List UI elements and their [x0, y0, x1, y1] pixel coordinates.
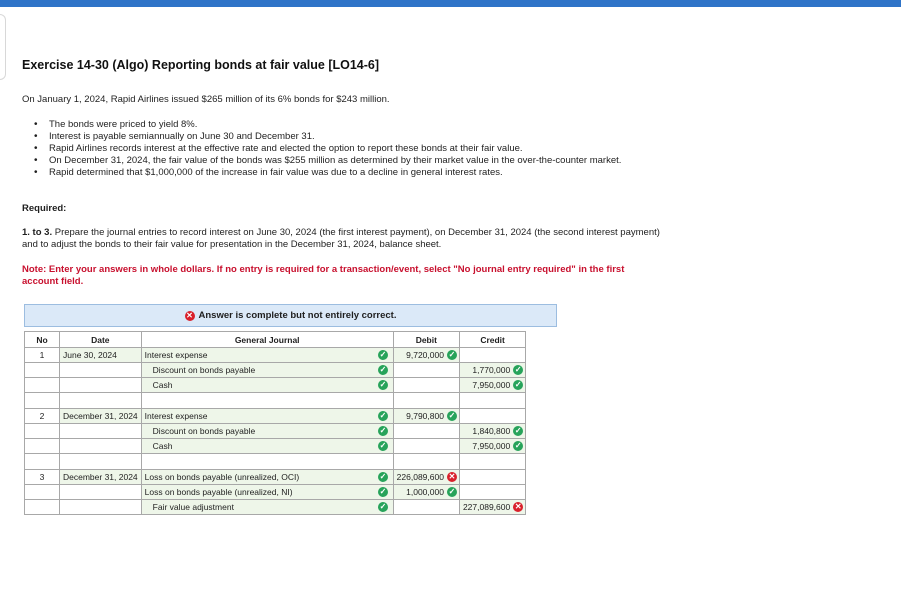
date-cell: [60, 500, 142, 515]
date-cell[interactable]: June 30, 2024: [60, 348, 142, 363]
date-cell[interactable]: December 31, 2024: [60, 470, 142, 485]
account-cell[interactable]: Discount on bonds payable: [141, 424, 373, 439]
account-status: [373, 439, 393, 454]
journal-header-row: [25, 332, 526, 348]
header-date: Date: [60, 332, 142, 348]
debit-cell[interactable]: [393, 500, 459, 515]
date-cell: [60, 485, 142, 500]
table-row-empty: [25, 454, 526, 470]
table-row: [25, 348, 526, 363]
account-cell[interactable]: Fair value adjustment: [141, 500, 373, 515]
empty-cell: [25, 454, 60, 470]
empty-cell[interactable]: [393, 454, 459, 470]
table-row: [25, 485, 526, 500]
account-status: [373, 424, 393, 439]
debit-cell[interactable]: [393, 348, 459, 363]
debit-cell[interactable]: [393, 409, 459, 424]
debit-cell[interactable]: [393, 485, 459, 500]
empty-cell[interactable]: [60, 393, 142, 409]
date-cell: [60, 439, 142, 454]
table-row: [25, 470, 526, 485]
exercise-intro: On January 1, 2024, Rapid Airlines issued $265 million of its 6% bonds for $243 million.: [22, 94, 390, 105]
top-accent-bar: [0, 0, 901, 7]
account-status: [373, 409, 393, 424]
entry-number: 2: [25, 409, 60, 424]
debit-cell[interactable]: [393, 363, 459, 378]
check-circle-icon: ✓: [379, 441, 387, 451]
fact-item: • The bonds were priced to yield 8%.: [22, 119, 662, 131]
journal-table: [24, 331, 526, 515]
debit-amount: 9,790,800: [406, 411, 444, 421]
answer-status-text: Answer is complete but not entirely correct.: [198, 310, 397, 321]
credit-amount: 1,840,800: [472, 426, 511, 436]
check-circle-icon: ✓: [514, 441, 522, 450]
empty-cell[interactable]: [393, 393, 459, 409]
account-cell[interactable]: Loss on bonds payable (unrealized, NI): [141, 485, 373, 500]
debit-amount: 1,000,000: [406, 487, 444, 497]
check-circle-icon: ✓: [379, 380, 387, 390]
required-heading: Required:: [22, 203, 67, 214]
empty-cell: [373, 393, 393, 409]
side-panel-tab[interactable]: [0, 14, 6, 80]
account-cell[interactable]: Cash: [141, 439, 373, 454]
empty-cell[interactable]: [60, 454, 142, 470]
x-circle-icon: ✕: [448, 472, 456, 481]
header-general-journal: General Journal: [141, 332, 393, 348]
credit-amount: 7,950,000: [472, 441, 511, 451]
account-status: [373, 470, 393, 485]
table-row: [25, 409, 526, 424]
credit-cell[interactable]: [459, 470, 525, 485]
date-cell: [60, 363, 142, 378]
answer-note: Note: Enter your answers in whole dollars. If no entry is required for a transaction/event, select "No journal entry required" in the first account field.: [22, 264, 625, 287]
entry-number: 1: [25, 348, 60, 363]
check-circle-icon: ✓: [514, 365, 522, 374]
credit-cell[interactable]: [459, 500, 525, 515]
account-status: [373, 348, 393, 363]
account-cell[interactable]: Discount on bonds payable: [141, 363, 373, 378]
header-credit: Credit: [459, 332, 525, 348]
check-circle-icon: ✓: [379, 472, 387, 482]
instructions-text: Prepare the journal entries to record interest on June 30, 2024 (the first interest payment), on December 31, 2024 (the second interest payment) and to adjust the bonds to their fair value for presentation in the December 31, 2024, balance sheet.: [22, 227, 660, 250]
debit-cell[interactable]: [393, 424, 459, 439]
credit-cell[interactable]: [459, 424, 525, 439]
empty-cell[interactable]: [141, 454, 373, 470]
check-circle-icon: ✓: [448, 411, 456, 420]
debit-cell[interactable]: [393, 470, 459, 485]
header-no: No: [25, 332, 60, 348]
empty-cell[interactable]: [459, 393, 525, 409]
fact-item: • Interest is payable semiannually on June 30 and December 31.: [22, 131, 662, 143]
table-row: [25, 439, 526, 454]
answer-status-banner: [24, 304, 557, 327]
credit-amount: 7,950,000: [472, 380, 511, 390]
empty-cell: [25, 393, 60, 409]
check-circle-icon: ✓: [379, 411, 387, 421]
table-row: [25, 424, 526, 439]
account-cell[interactable]: Cash: [141, 378, 373, 393]
credit-cell[interactable]: [459, 485, 525, 500]
credit-cell[interactable]: [459, 363, 525, 378]
check-circle-icon: ✓: [514, 426, 522, 435]
credit-cell[interactable]: [459, 439, 525, 454]
exercise-facts-list: [22, 119, 662, 179]
entry-number: [25, 485, 60, 500]
credit-amount: 227,089,600: [462, 502, 511, 512]
credit-cell[interactable]: [459, 378, 525, 393]
empty-cell[interactable]: [459, 454, 525, 470]
instructions-prefix: 1. to 3.: [22, 227, 53, 238]
x-circle-icon: ✕: [514, 502, 522, 511]
check-circle-icon: ✓: [379, 426, 387, 436]
fact-item: • Rapid Airlines records interest at the effective rate and elected the option to report these bonds at their fair value.: [22, 143, 662, 155]
header-debit: Debit: [393, 332, 459, 348]
entry-number: 3: [25, 470, 60, 485]
check-circle-icon: ✓: [448, 487, 456, 496]
table-row: [25, 363, 526, 378]
credit-cell[interactable]: [459, 409, 525, 424]
empty-cell[interactable]: [141, 393, 373, 409]
debit-amount: 226,089,600: [396, 472, 444, 482]
check-circle-icon: ✓: [514, 380, 522, 389]
check-circle-icon: ✓: [379, 502, 387, 512]
debit-amount: 9,720,000: [406, 350, 444, 360]
date-cell: [60, 378, 142, 393]
check-circle-icon: ✓: [448, 350, 456, 359]
account-status: [373, 500, 393, 515]
entry-number: [25, 439, 60, 454]
instructions: [22, 227, 662, 251]
entry-number: [25, 378, 60, 393]
table-row: [25, 500, 526, 515]
check-circle-icon: ✓: [379, 487, 387, 497]
entry-number: [25, 500, 60, 515]
x-circle-icon: ✕: [186, 310, 193, 320]
account-cell[interactable]: Loss on bonds payable (unrealized, OCI): [141, 470, 373, 485]
account-status: [373, 378, 393, 393]
exercise-title: Exercise 14-30 (Algo) Reporting bonds at fair value [LO14-6]: [22, 58, 380, 72]
entry-number: [25, 363, 60, 378]
fact-item: • On December 31, 2024, the fair value of the bonds was $255 million as determined by their market value in the over-the-counter market.: [22, 155, 662, 167]
fact-item: • Rapid determined that $1,000,000 of the increase in fair value was due to a decline in general interest rates.: [22, 167, 662, 179]
credit-amount: 1,770,000: [472, 365, 511, 375]
date-cell: [60, 424, 142, 439]
account-status: [373, 485, 393, 500]
account-cell[interactable]: Interest expense: [141, 348, 373, 363]
check-circle-icon: ✓: [379, 350, 387, 360]
empty-cell: [373, 454, 393, 470]
account-cell[interactable]: Interest expense: [141, 409, 373, 424]
date-cell[interactable]: December 31, 2024: [60, 409, 142, 424]
table-row: [25, 378, 526, 393]
table-row-empty: [25, 393, 526, 409]
debit-cell[interactable]: [393, 378, 459, 393]
debit-cell[interactable]: [393, 439, 459, 454]
check-circle-icon: ✓: [379, 365, 387, 375]
entry-number: [25, 424, 60, 439]
credit-cell[interactable]: [459, 348, 525, 363]
account-status: [373, 363, 393, 378]
